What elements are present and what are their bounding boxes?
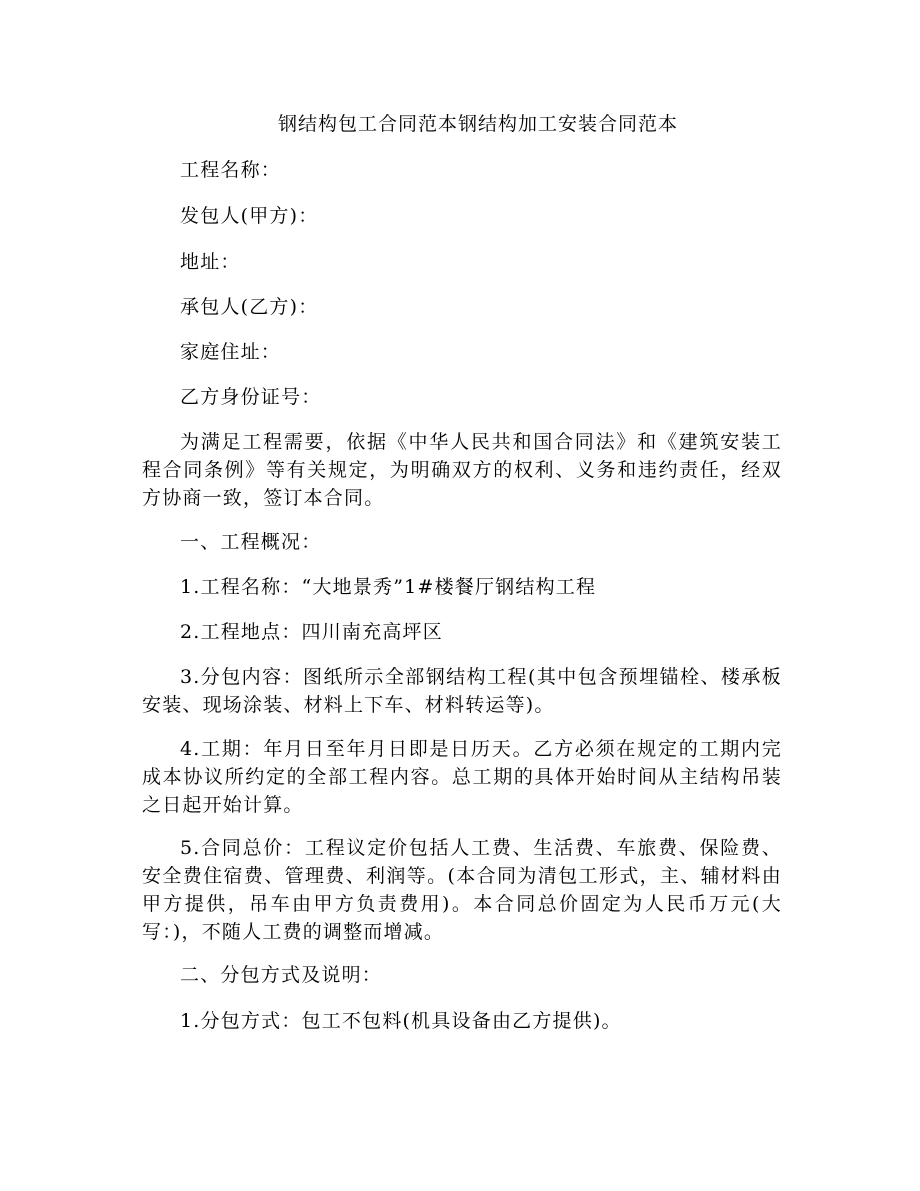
field-contractor: 承包人(乙方)：: [180, 296, 319, 318]
section2-heading: 二、分包方式及说明：: [180, 964, 383, 986]
section1-item3: 3.分包内容：图纸所示全部钢结构工程(其中包含预埋锚栓、楼承板安装、现场涂装、材料上下车、材料转运等)。: [142, 666, 782, 716]
section1-item1: 1.工程名称：“大地景秀”1#楼餐厅钢结构工程: [180, 576, 597, 598]
field-employer: 发包人(甲方)：: [180, 205, 319, 227]
section1-heading: 一、工程概况：: [180, 531, 322, 553]
section1-item4: 4.工期：年月日至年月日即是日历天。乙方必须在规定的工期内完成本协议所约定的全部工程内容。总工期的具体开始时间从主结构吊装之日起开始计算。: [142, 738, 782, 816]
section1-item5: 5.合同总价：工程议定价包括人工费、生活费、车旅费、保险费、安全费住宿费、管理费、利润等。(本合同为清包工形式，主、辅材料由甲方提供，吊车由甲方负责费用)。本合同总价固定为人民币万元(大写：)，不随人工费的调整而增减。: [142, 837, 782, 943]
intro-paragraph: 为满足工程需要，依据《中华人民共和国合同法》和《建筑安装工程合同条例》等有关规定，为明确双方的权利、义务和违约责任，经双方协商一致，签订本合同。: [142, 431, 782, 509]
section2-item1: 1.分包方式：包工不包料(机具设备由乙方提供)。: [180, 1010, 622, 1032]
field-home-address: 家庭住址：: [180, 341, 282, 363]
field-address: 地址：: [180, 251, 241, 273]
field-project-name: 工程名称：: [180, 159, 282, 181]
field-id-number: 乙方身份证号：: [180, 386, 322, 408]
section1-item2: 2.工程地点：四川南充高坪区: [180, 621, 443, 643]
document-title: 钢结构包工合同范本钢结构加工安装合同范本: [277, 113, 678, 135]
